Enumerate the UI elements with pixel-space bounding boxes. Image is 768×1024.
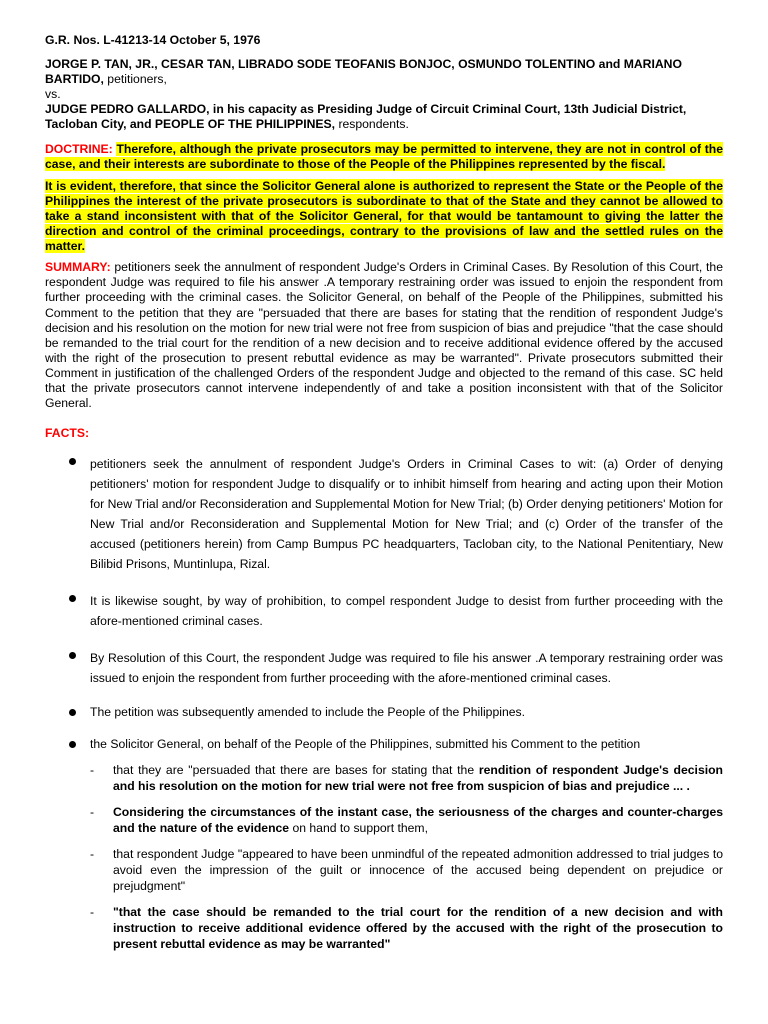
sub-text: on hand to support them,	[289, 821, 428, 836]
list-item	[45, 648, 723, 688]
list-item	[45, 737, 723, 952]
sublist-item	[90, 904, 723, 952]
bullet-icon	[69, 458, 76, 465]
fact-text: the Solicitor General, on behalf of the People of the Philippines, submitted his Comment to the petition	[90, 737, 641, 752]
list-item	[45, 454, 723, 574]
sub-text: that respondent Judge "appeared to have been unmindful of the repeated admonition addressed to trial judges to avoid even the impression of the guilt or innocence of the accused being dependent on prejudice or prejudgment"	[113, 847, 723, 894]
sublist-item	[90, 846, 723, 894]
sub-text-bold: Considering the circumstances of the instant case, the seriousness of the charges and counter-charges and the nature of the evidence	[113, 805, 723, 836]
respondents-names: JUDGE PEDRO GALLARDO, in his capacity as Presiding Judge of Circuit Criminal Court, 13th Judicial District, Tacloban City, and PEOPLE OF THE PHILIPPINES,	[45, 102, 687, 132]
dash-icon: -	[90, 905, 95, 920]
petitioners-names: JORGE P. TAN, JR., CESAR TAN, LIBRADO SODE TEOFANIS BONJOC, OSMUNDO TOLENTINO and MARIANO BARTIDO,	[45, 57, 682, 87]
facts-list	[45, 454, 723, 952]
doctrine-text-2: It is evident, therefore, that since the Solicitor General alone is authorized to represent the State or the People of the Philippines the interest of the private prosecutors is subordinate to that of the State and they cannot be allowed to take a stand inconsistent with that of the Solicitor General, for that would be tantamount to giving the latter the direction and control of the criminal proceedings, contrary to the provisions of law and the settled rules on the matter.	[45, 178, 723, 254]
doctrine-colon: :	[108, 141, 117, 156]
doctrine-paragraph-2	[45, 179, 723, 254]
case-parties	[45, 57, 723, 132]
dash-icon: -	[90, 763, 95, 778]
document-page	[45, 33, 723, 969]
sub-text-bold: rendition of respondent Judge's decision and his resolution on the motion for new trial were not free from suspicion of bias and prejudice ... .	[113, 763, 723, 794]
sub-text: that they are "persuaded that there are bases for stating that the	[113, 763, 479, 778]
case-number: G.R. Nos. L-41213-14 October 5, 1976	[45, 33, 261, 47]
fact-text: It is likewise sought, by way of prohibition, to compel respondent Judge to desist from further proceeding with the afore-mentioned criminal cases.	[90, 594, 723, 629]
dash-icon: -	[90, 847, 95, 862]
fact-text: By Resolution of this Court, the respondent Judge was required to file his answer .A temporary restraining order was issued to enjoin the respondent from further proceeding with the afore-mentioned criminal cases.	[90, 651, 723, 686]
summary-text: petitioners seek the annulment of respondent Judge's Orders in Criminal Cases. By Resolution of this Court, the respondent Judge was required to file his answer .A temporary restraining order was issued to enjoin the respondent from further proceeding with the criminal cases. the Solicitor General, on behalf of the People of the Philippines, submitted his Comment to the petition that they are "persuaded that there are bases for stating that the rendition of respondent Judge's decision and his resolution on the motion for new trial were not free from suspicion of bias and prejudice "that the case should be remanded to the trial court for the rendition of a new decision and to receive additional evidence offered by the accused with the right of the prosecution to present rebuttal evidence as may be warranted". Private prosecutors submitted their Comment in justification of the challenged Orders of the respondent Judge and objected to the remand of this case. SC held that the private prosecutors cannot intervene independently of and take a position inconsistent with that of the Solicitor General.	[45, 260, 723, 411]
fact-text: petitioners seek the annulment of respondent Judge's Orders in Criminal Cases to wit: (a) Order of denying petitioners' motion for respondent Judge to disqualify or to inhibit himself from hearing and acting upon their Motion for New Trial and/or Reconsideration and Supplemental Motion for New Trial; (b) Order denying petitioners' Motion for New Trial and/or Reconsideration and Supplemental Motion for New Trial; and (c) Order of the transfer of the accused (petitioners herein) from Camp Bumpus PC headquarters, Tacloban city, to the National Penitentiary, New Bilibid Prisons, Muntinlupa, Rizal.	[90, 457, 723, 572]
petitioners-label: petitioners,	[103, 72, 167, 87]
doctrine-label: DOCTRINE	[45, 141, 109, 156]
summary-paragraph	[45, 260, 723, 411]
bullet-icon	[69, 741, 76, 748]
summary-label: SUMMARY:	[45, 260, 111, 275]
bullet-icon	[69, 652, 76, 659]
doctrine-text: Therefore, although the private prosecutors may be permitted to intervene, they are not in control of the case, and their interests are subordinate to those of the People of the Philippines represented by the fiscal.	[45, 141, 723, 171]
sub-text-bold: "that the case should be remanded to the trial court for the rendition of a new decision and with instruction to receive additional evidence offered by the accused with the right of the prosecution to present rebuttal evidence as may be warranted"	[113, 905, 723, 952]
bullet-icon	[69, 709, 76, 716]
doctrine-paragraph	[45, 142, 723, 172]
list-item	[45, 705, 723, 720]
list-item	[45, 591, 723, 631]
fact-text: The petition was subsequently amended to include the People of the Philippines.	[90, 705, 525, 720]
sublist-item	[90, 804, 723, 836]
versus-text: vs.	[45, 87, 61, 102]
respondents-label: respondents.	[335, 117, 409, 132]
sublist-item	[90, 762, 723, 794]
facts-heading: FACTS:	[45, 426, 90, 441]
bullet-icon	[69, 595, 76, 602]
dash-icon: -	[90, 805, 95, 820]
comment-sublist	[90, 762, 723, 952]
